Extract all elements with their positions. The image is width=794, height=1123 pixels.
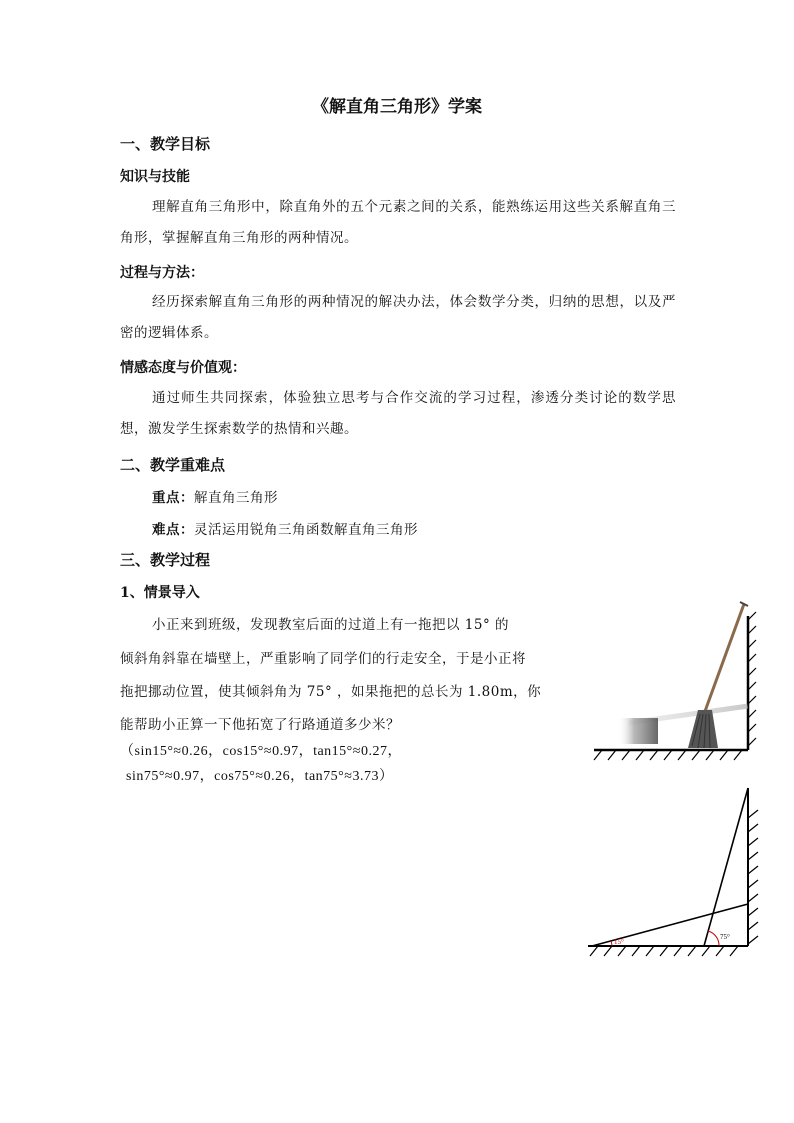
key-point-line <box>152 486 278 506</box>
key-point-text: 解直角三角形 <box>194 490 278 506</box>
intro-line-1: 小正来到班级，发现教室后面的过道上有一拖把以 15° 的 <box>152 617 510 633</box>
difficult-point-label: 难点： <box>152 522 194 538</box>
difficult-point-line <box>152 518 418 538</box>
formula-line-1: （sin15°≈0.26，cos15°≈0.97，tan15°≈0.27， <box>120 744 402 759</box>
heading-intro: 1、情景导入 <box>120 585 200 601</box>
difficult-point-text: 灵活运用锐角三角函数解直角三角形 <box>194 522 418 538</box>
intro-line-4: 能帮助小正算一下他拓宽了行路通道多少米？ <box>120 717 400 733</box>
angle-label-75: 75° <box>720 933 730 941</box>
heading-emotion: 情感态度与价值观： <box>120 360 246 376</box>
mop-handle <box>704 604 744 714</box>
paragraph-knowledge: 理解直角三角形中，除直角外的五个元素之间的关系，能熟练运用这些关系解直角三角形，掌握解直角三角形的两种情况。 <box>120 199 676 246</box>
triangle-diagram <box>582 784 762 960</box>
paragraph-emotion: 通过师生共同探索，体验独立思考与合作交流的学习过程，渗透分类讨论的数学思想，激发学生探索数学的热情和兴趣。 <box>120 390 676 437</box>
paragraph-process-method: 经历探索解直角三角形的两种情况的解决办法，体会数学分类，归纳的思想，以及严密的逻辑体系。 <box>120 294 676 341</box>
mop-illustration <box>588 598 764 768</box>
heading-knowledge: 知识与技能 <box>120 169 190 185</box>
formula-line-2: sin75°≈0.97，cos75°≈0.26，tan75°≈3.73） <box>126 769 394 784</box>
heading-process-method: 过程与方法： <box>120 265 204 281</box>
mop-line-75 <box>704 788 748 946</box>
section-teaching-process: 三、教学过程 <box>120 551 211 569</box>
angle-label-15: 15° <box>614 938 624 946</box>
intro-line-3: 拖把挪动位置，使其倾斜角为 75° ，如果拖把的总长为 1.80m，你 <box>120 684 542 700</box>
section-key-points: 二、教学重难点 <box>120 456 226 474</box>
intro-line-2: 倾斜角斜靠在墙壁上，严重影响了同学们的行走安全，于是小正将 <box>120 651 526 667</box>
key-point-label: 重点： <box>152 490 194 506</box>
section-goals: 一、教学目标 <box>120 135 211 153</box>
page-title: 《解直角三角形》学案 <box>312 97 482 117</box>
